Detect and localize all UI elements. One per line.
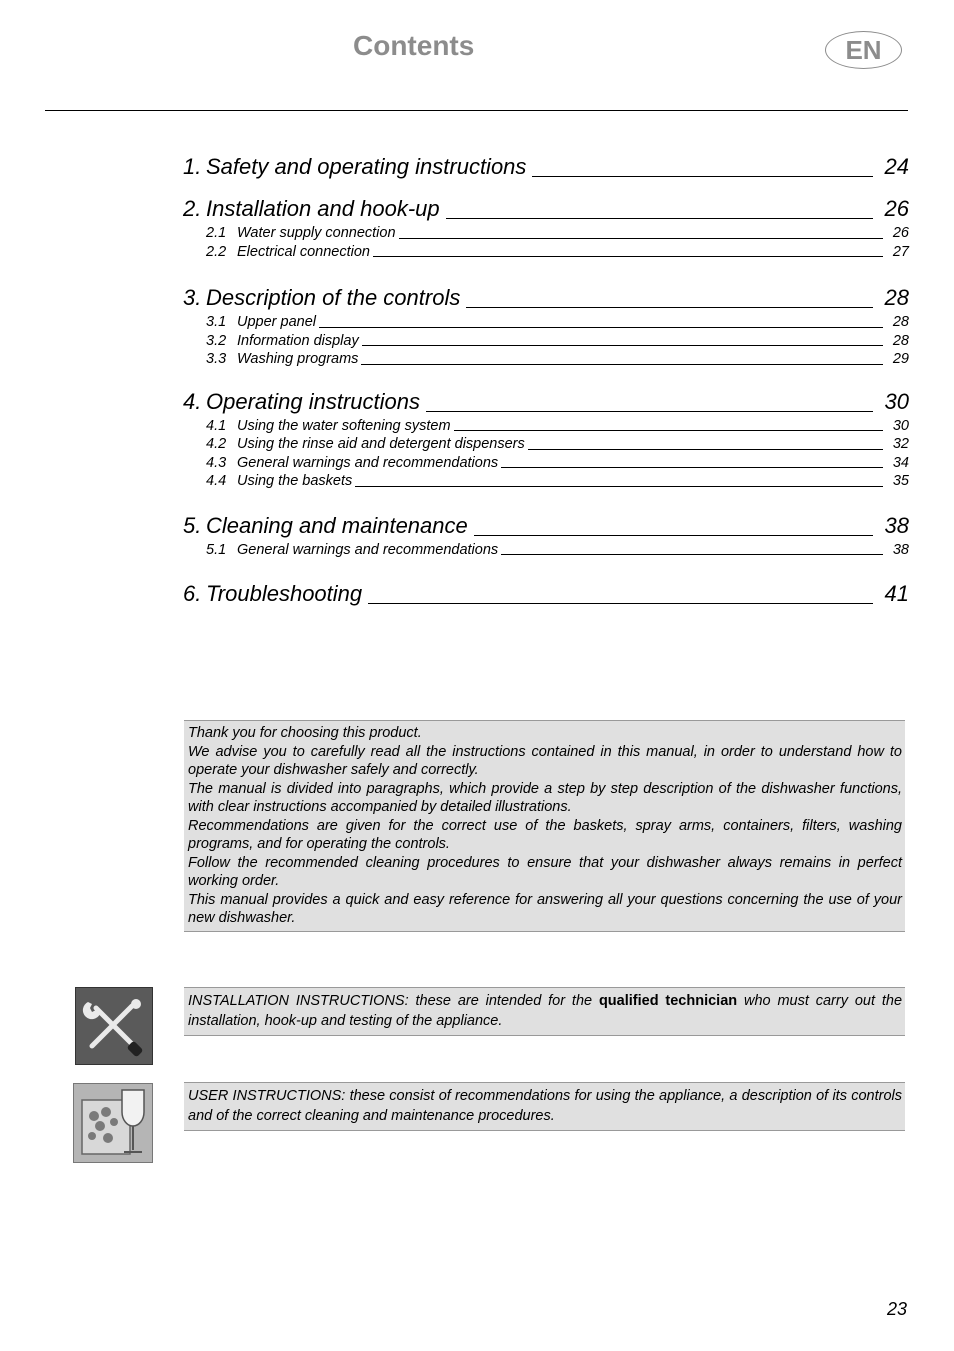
- toc-subentry-page: 28: [892, 314, 909, 330]
- toc-subentry-number: 4.2: [206, 436, 227, 452]
- install-note-bold: qualified technician: [598, 993, 738, 1009]
- intro-box: [184, 720, 905, 932]
- toc-section: [183, 194, 909, 261]
- toc-subentry[interactable]: [183, 435, 909, 454]
- language-badge: EN: [825, 31, 902, 69]
- toc-subentry[interactable]: [183, 350, 909, 369]
- table-of-contents: [183, 152, 909, 609]
- toc-leader-line: [446, 218, 873, 219]
- toc-subentry-page: 32: [892, 436, 909, 452]
- toc-subentry-page: 34: [892, 454, 909, 471]
- toc-entry-label: Safety and operating instructions: [206, 154, 527, 179]
- toc-subentry[interactable]: [183, 454, 909, 473]
- toc-subentry-label: Washing programs: [237, 351, 359, 367]
- toc-leader-line: [466, 307, 872, 308]
- intro-paragraph: This manual provides a quick and easy reference for answering all your questions concerning the use of your new dishwasher.: [188, 891, 902, 926]
- toc-subentry[interactable]: [183, 313, 909, 332]
- toc-leader-line: [319, 327, 883, 328]
- toc-subentry-page: 30: [892, 417, 909, 434]
- toc-leader-line: [528, 449, 883, 450]
- toc-subentry-page: 29: [892, 351, 909, 367]
- toc-subentry-number: 3.3: [206, 351, 227, 367]
- toc-leader-line: [373, 256, 883, 257]
- toc-section: [183, 152, 909, 182]
- toc-subentry[interactable]: [183, 224, 909, 243]
- page-title: Contents: [353, 30, 475, 61]
- toc-subentry-page: 35: [892, 473, 909, 489]
- toc-leader-line: [532, 176, 872, 177]
- toc-entry-number: 2.: [183, 196, 202, 221]
- toc-entry-label: Troubleshooting: [206, 581, 363, 606]
- toc-leader-line: [399, 238, 883, 239]
- toc-entry[interactable]: [183, 579, 909, 609]
- toc-entry[interactable]: [183, 511, 909, 541]
- toc-section: [183, 511, 909, 560]
- toc-section: [183, 283, 909, 369]
- toc-subentry-number: 3.1: [206, 314, 227, 330]
- toc-leader-line: [501, 467, 883, 468]
- toc-entry[interactable]: [183, 387, 909, 417]
- toc-entry-number: 1.: [183, 154, 202, 179]
- toc-subentry[interactable]: [183, 332, 909, 351]
- toc-subentry-number: 2.2: [206, 243, 227, 260]
- toc-subentry-label: Electrical connection: [237, 243, 370, 260]
- intro-paragraph: The manual is divided into paragraphs, which provide a step by step description of the dishwasher functions, with clear instructions accompanied by detailed illustrations.: [188, 780, 902, 815]
- toc-entry-page: 24: [884, 154, 909, 179]
- toc-leader-line: [501, 554, 883, 555]
- intro-paragraph: Follow the recommended cleaning procedures to ensure that your dishwasher always remains in perfect working order.: [188, 854, 902, 889]
- toc-leader-line: [355, 486, 883, 487]
- toc-subentry-label: General warnings and recommendations: [237, 454, 499, 471]
- toc-subentry-number: 4.1: [206, 417, 227, 434]
- toc-entry[interactable]: [183, 283, 909, 313]
- toc-subentry-number: 4.3: [206, 454, 227, 471]
- user-note: [184, 1082, 905, 1131]
- toc-entry-page: 28: [884, 285, 909, 310]
- tools-icon: [75, 987, 153, 1065]
- toc-subentry-page: 27: [892, 243, 909, 260]
- toc-entry-label: Cleaning and maintenance: [206, 512, 468, 538]
- toc-leader-line: [474, 535, 873, 536]
- toc-leader-line: [368, 603, 872, 604]
- toc-subentry[interactable]: [183, 417, 909, 436]
- toc-subentry-number: 3.2: [206, 332, 227, 349]
- toc-entry-number: 5.: [183, 512, 202, 538]
- toc-subentry-number: 4.4: [206, 473, 227, 489]
- toc-leader-line: [426, 411, 873, 412]
- toc-subentry-label: Using the baskets: [237, 473, 353, 489]
- toc-subentry-label: Using the rinse aid and detergent dispensers: [237, 436, 525, 452]
- toc-subentry-number: 2.1: [206, 225, 227, 241]
- toc-subentry-label: Water supply connection: [237, 225, 396, 241]
- toc-section: [183, 579, 909, 609]
- intro-paragraph: We advise you to carefully read all the instructions contained in this manual, in order to understand how to operate your dishwasher safely and correctly.: [188, 743, 902, 778]
- toc-entry-number: 6.: [183, 581, 202, 606]
- toc-subentry-page: 28: [892, 332, 909, 349]
- install-note-before: INSTALLATION INSTRUCTIONS: these are intended for the: [188, 993, 599, 1009]
- toc-subentry-label: Using the water softening system: [237, 417, 451, 434]
- dishwasher-glass-icon: [73, 1083, 153, 1163]
- toc-entry-page: 30: [884, 388, 909, 414]
- toc-entry-page: 41: [884, 581, 909, 606]
- toc-subentry-page: 26: [892, 225, 909, 241]
- toc-subentry[interactable]: [183, 472, 909, 491]
- installation-note: [184, 987, 905, 1036]
- page-number: 23: [887, 1299, 908, 1319]
- intro-paragraph: Recommendations are given for the correct use of the baskets, spray arms, containers, filters, washing programs, and for operating the controls.: [188, 817, 902, 852]
- toc-subentry-label: Upper panel: [237, 314, 316, 330]
- toc-subentry-label: Information display: [237, 332, 359, 349]
- user-note-text: USER INSTRUCTIONS: these consist of recommendations for using the appliance, a description of its controls and of the correct cleaning and maintenance procedures.: [188, 1088, 902, 1124]
- toc-subentry[interactable]: [183, 541, 909, 560]
- toc-leader-line: [454, 430, 883, 431]
- toc-entry-label: Installation and hook-up: [206, 196, 440, 221]
- toc-entry-label: Operating instructions: [206, 388, 420, 414]
- header-divider: [45, 110, 908, 111]
- toc-leader-line: [362, 345, 883, 346]
- toc-entry-page: 38: [884, 512, 909, 538]
- toc-subentry-page: 38: [892, 541, 909, 558]
- toc-entry-label: Description of the controls: [206, 285, 461, 310]
- toc-entry-number: 4.: [183, 388, 202, 414]
- toc-subentry-number: 5.1: [206, 541, 227, 558]
- toc-leader-line: [361, 364, 882, 365]
- toc-entry[interactable]: [183, 194, 909, 224]
- toc-section: [183, 387, 909, 491]
- toc-entry-number: 3.: [183, 285, 202, 310]
- install-note-after: who must carry out the installation, hook-up and testing of the appliance.: [188, 993, 903, 1029]
- toc-entry[interactable]: [183, 152, 909, 182]
- toc-entry-page: 26: [884, 196, 909, 221]
- toc-subentry[interactable]: [183, 243, 909, 262]
- intro-paragraph: Thank you for choosing this product.: [188, 725, 422, 741]
- toc-subentry-label: General warnings and recommendations: [237, 541, 499, 558]
